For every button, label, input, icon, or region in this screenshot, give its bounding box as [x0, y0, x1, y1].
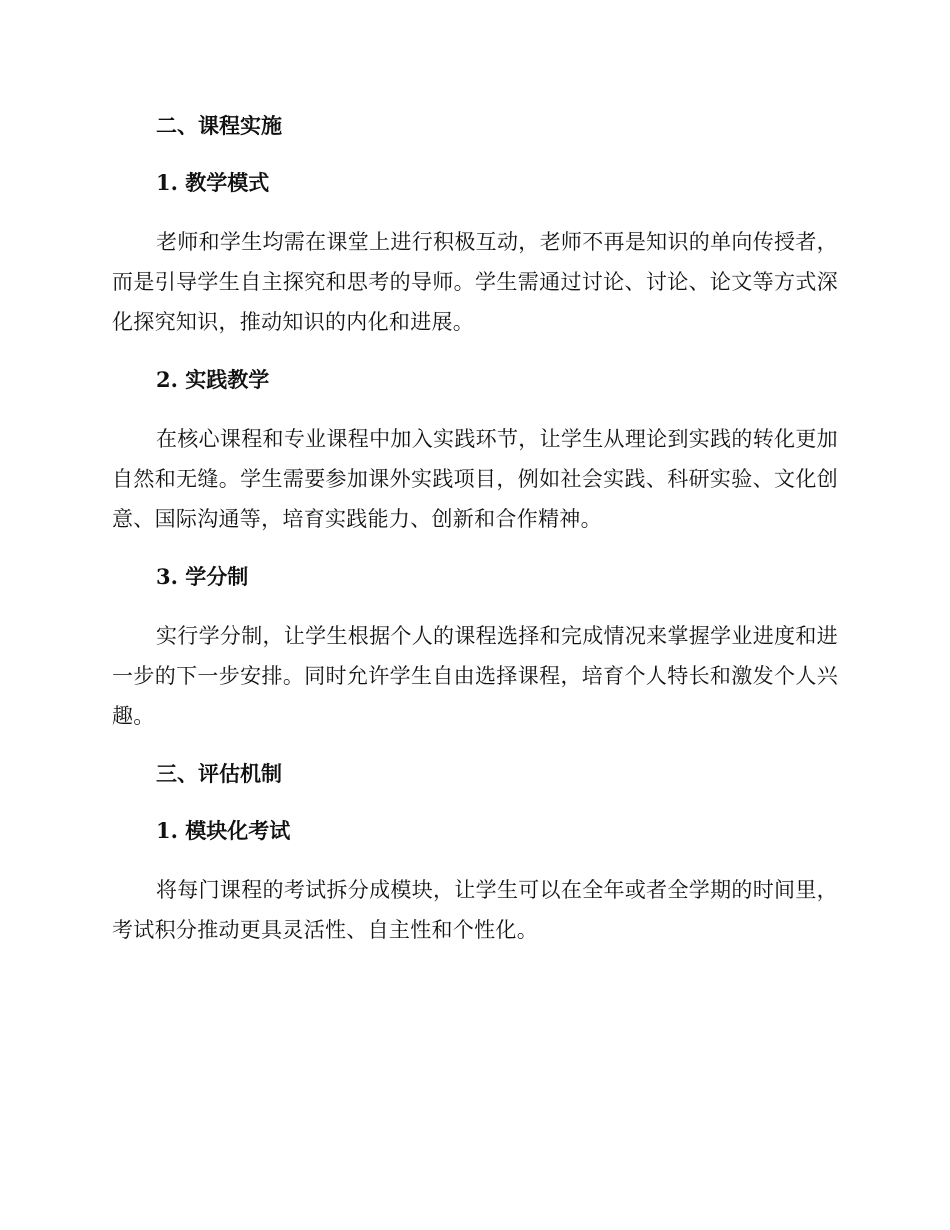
section-heading-evaluation: 三、评估机制	[156, 761, 282, 786]
section-heading-implementation: 二、课程实施	[156, 113, 282, 138]
document-page	[112, 108, 838, 950]
paragraph-modular-exam: 将每门课程的考试拆分成模块，让学生可以在全年或者全学期的时间里，考试积分推动更具灵活性、自主性和个性化。	[112, 878, 838, 942]
paragraph-practice-teaching: 在核心课程和专业课程中加入实践环节，让学生从理论到实践的转化更加自然和无缝。学生需要参加课外实践项目，例如社会实践、科研实验、文化创意、国际沟通等，培育实践能力、创新和合作精神。	[112, 427, 838, 531]
subheading-teaching-mode: 1. 教学模式	[156, 170, 270, 195]
paragraph-teaching-mode: 老师和学生均需在课堂上进行积极互动，老师不再是知识的单向传授者，而是引导学生自主探究和思考的导师。学生需通过讨论、讨论、论文等方式深化探究知识，推动知识的内化和进展。	[112, 230, 838, 334]
subheading-credit-system: 3. 学分制	[156, 564, 249, 589]
subheading-modular-exam: 1. 模块化考试	[156, 818, 291, 843]
paragraph-credit-system: 实行学分制，让学生根据个人的课程选择和完成情况来掌握学业进度和进一步的下一步安排。同时允许学生自由选择课程，培育个人特长和激发个人兴趣。	[112, 624, 838, 728]
subheading-practice-teaching: 2. 实践教学	[156, 367, 270, 392]
